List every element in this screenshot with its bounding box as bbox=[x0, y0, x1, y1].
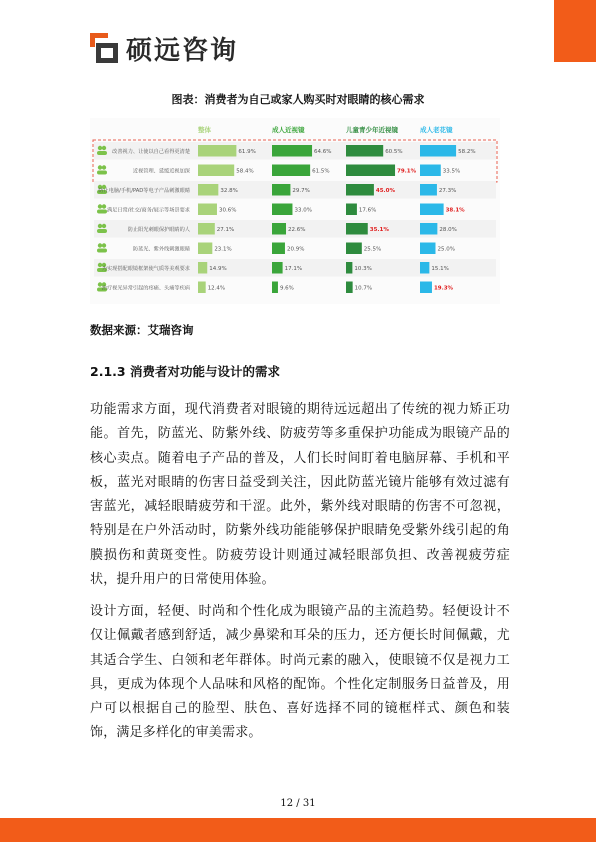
people-icon bbox=[102, 224, 106, 228]
data-label: 28.0% bbox=[439, 227, 457, 233]
data-label: 35.1% bbox=[369, 227, 389, 233]
section-heading: 2.1.3 消费者对功能与设计的需求 bbox=[90, 364, 280, 379]
people-icon bbox=[98, 224, 102, 228]
paragraph-design: 设计方面，轻便、时尚和个性化成为眼镜产品的主流趋势。轻便设计不仅让佩戴者感到舒适，减少鼻梁和耳朵的压力，还方便长时间佩戴，尤其适合学生、白领和老年群体。时尚元素的融入，使眼镜不仅是视力工具，更成为体现个人品味和风格的配饰。个性化定制服务日益普及，用户可以根据自己的脸型、肤色、喜好选择不同的镜框样式、颜色和装饰，满足多样化的审美需求。 bbox=[90, 604, 510, 741]
category-label: 改善视力、让使以自己看得更清楚 bbox=[112, 149, 190, 155]
people-icon bbox=[102, 204, 106, 208]
data-label: 33.0% bbox=[294, 207, 312, 214]
bar bbox=[272, 223, 286, 235]
brand-name: 硕远咨询 bbox=[126, 35, 239, 66]
data-label: 10.3% bbox=[354, 266, 372, 272]
data-label: 61.9% bbox=[238, 149, 256, 155]
people-icon bbox=[102, 243, 106, 247]
bar bbox=[420, 145, 456, 157]
bar-chart bbox=[90, 118, 500, 304]
bar bbox=[198, 145, 236, 157]
bar bbox=[346, 243, 362, 255]
data-label: 27.3% bbox=[438, 188, 457, 194]
brand-logo-icon bbox=[90, 33, 120, 63]
data-label: 30.6% bbox=[218, 207, 237, 214]
data-label: 25.0% bbox=[437, 246, 455, 253]
data-label: 64.6% bbox=[314, 149, 332, 155]
people-icon bbox=[102, 165, 106, 169]
bar bbox=[346, 165, 395, 177]
people-icon bbox=[98, 146, 102, 150]
bar bbox=[346, 262, 352, 274]
bar bbox=[198, 165, 234, 177]
group-header: 成人老花镜 bbox=[420, 126, 453, 134]
chart-panel bbox=[90, 118, 500, 304]
bar bbox=[420, 262, 429, 274]
bar bbox=[346, 282, 353, 294]
group-header: 成人近视镜 bbox=[272, 126, 305, 134]
data-label: 60.5% bbox=[385, 149, 403, 155]
bar bbox=[420, 282, 432, 294]
data-label: 32.8% bbox=[220, 188, 238, 194]
paragraph-function: 功能需求方面，现代消费者对眼镜的期待远远超出了传统的视力矫正功能。首先，防蓝光、防紫外线、防疲劳等多重保护功能成为眼镜产品的核心卖点。随着电子产品的普及，人们长时间盯着电脑屏幕、手机和平板，蓝光对眼睛的伤害日益受到关注，因此防蓝光镜片能够有效过滤有害蓝光，减轻眼睛疲劳和干涩。此外，紫外线对眼睛的伤害不可忽视，特别是在户外活动时，防紫外线功能能够保护眼睛免受紫外线引起的角膜损伤和黄斑变性。防疲劳设计则通过减轻眼部负担、改善视疲劳症状，提升用户的日常使用体验。 bbox=[90, 402, 510, 588]
brand-logo bbox=[90, 30, 238, 66]
data-label: 33.5% bbox=[442, 168, 461, 175]
data-label: 20.9% bbox=[286, 246, 305, 253]
bar bbox=[420, 223, 437, 235]
corner-accent-bar bbox=[554, 0, 596, 62]
category-label: 防止电脑/手机/PAD等电子产品刺激眼睛 bbox=[98, 188, 190, 194]
bar bbox=[420, 184, 437, 196]
data-label: 58.2% bbox=[458, 149, 476, 155]
bar bbox=[198, 223, 215, 235]
footer-accent-bar bbox=[0, 818, 596, 842]
data-label: 27.1% bbox=[216, 227, 235, 233]
data-label: 9.6% bbox=[279, 285, 294, 292]
people-icon bbox=[97, 210, 107, 214]
bar bbox=[272, 165, 310, 177]
chart-title: 图表：消费者为自己或家人购买时对眼睛的核心需求 bbox=[171, 93, 425, 106]
data-label: 45.0% bbox=[375, 188, 395, 194]
bar bbox=[420, 204, 444, 216]
data-label: 61.5% bbox=[312, 168, 330, 175]
bar bbox=[346, 184, 374, 196]
bar bbox=[346, 204, 357, 216]
bar bbox=[272, 243, 285, 255]
category-label: 为实现搭配眼镜框架使气质等美观要求 bbox=[101, 266, 190, 272]
bar bbox=[198, 262, 207, 274]
category-label: 满足日常/社交/商务/展示等场景要求 bbox=[106, 207, 190, 214]
people-icon bbox=[98, 165, 102, 169]
bar bbox=[198, 282, 206, 294]
data-label: 38.1% bbox=[445, 207, 465, 214]
bar bbox=[198, 184, 218, 196]
bar bbox=[272, 145, 312, 157]
category-label: 近视管理、延缓近视加深 bbox=[132, 168, 190, 175]
data-source: 数据来源：艾瑞咨询 bbox=[90, 323, 194, 337]
category-label: 防止阳光刺眼保护眼睛的人 bbox=[127, 227, 190, 233]
bar bbox=[420, 243, 436, 255]
data-label: 25.5% bbox=[363, 246, 382, 253]
data-label: 17.6% bbox=[358, 207, 377, 214]
data-label: 12.4% bbox=[207, 285, 226, 292]
people-icon bbox=[97, 249, 107, 253]
group-header: 整体 bbox=[198, 126, 211, 134]
category-label: 防蓝光、紫外线刺激眼睛 bbox=[132, 246, 190, 253]
bar bbox=[346, 223, 368, 235]
bar bbox=[272, 282, 278, 294]
bar bbox=[198, 204, 217, 216]
data-label: 58.4% bbox=[236, 168, 254, 175]
data-label: 22.6% bbox=[288, 227, 306, 233]
data-label: 19.3% bbox=[433, 285, 454, 292]
category-label: 治疗视光异常引起的疼痛、头痛等疾病 bbox=[101, 285, 190, 292]
people-icon bbox=[98, 204, 102, 208]
data-label: 10.7% bbox=[354, 285, 373, 292]
data-label: 15.1% bbox=[431, 266, 449, 272]
data-label: 17.1% bbox=[284, 266, 303, 272]
people-icon bbox=[102, 146, 106, 150]
bar bbox=[272, 204, 292, 216]
bar bbox=[272, 262, 283, 274]
bar bbox=[198, 243, 212, 255]
people-icon bbox=[97, 151, 107, 155]
data-label: 29.7% bbox=[292, 188, 310, 194]
page-number: 12 / 31 bbox=[280, 798, 316, 809]
people-icon bbox=[98, 243, 102, 247]
group-header: 儿童青少年近视镜 bbox=[346, 126, 398, 134]
people-icon bbox=[97, 171, 107, 175]
people-icon bbox=[97, 229, 107, 233]
bar bbox=[420, 165, 441, 177]
data-label: 14.9% bbox=[209, 266, 227, 272]
data-label: 79.1% bbox=[397, 168, 417, 175]
data-label: 23.1% bbox=[214, 246, 232, 253]
bar bbox=[346, 145, 383, 157]
bar bbox=[272, 184, 290, 196]
